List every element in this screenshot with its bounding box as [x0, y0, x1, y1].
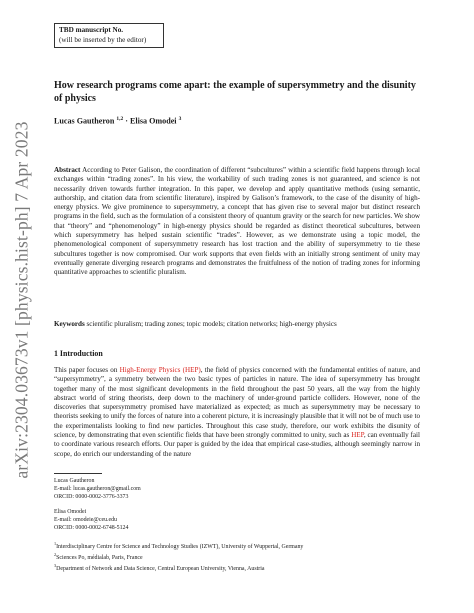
- affiliation-line: [54, 551, 420, 562]
- contact-orcid: ORCID: 0000-0002-6748-5124: [54, 525, 129, 532]
- introduction-paragraph: [54, 366, 420, 459]
- paper-title: How research programs come apart: the example of supersymmetry and the disunity of physics: [54, 80, 416, 104]
- arxiv-sidebar: [2, 100, 42, 500]
- contact-email: E-mail: lucas.gautheron@gmail.com: [54, 486, 141, 493]
- intro-text: , can eventually fail to coordinate various research efforts. Our paper is guided by the idea that empirical case-studies, although seemingly narrow in scope, do enrich our understanding of the nature: [54, 431, 421, 458]
- contact-email: E-mail: omodeie@ceu.edu: [54, 517, 117, 524]
- contact-orcid: ORCID: 0000-0002-3776-3373: [54, 494, 129, 501]
- manuscript-number: TBD manuscript No.: [59, 26, 124, 34]
- arxiv-identifier: arXiv:2304.03673v1 [physics.hist-ph] 7 Apr 2023: [11, 121, 32, 479]
- section-heading: 1 Introduction: [54, 349, 103, 358]
- author2-contact: [54, 508, 420, 532]
- keywords: [54, 320, 420, 329]
- author-separator: ·: [125, 116, 128, 126]
- author-list: [54, 116, 181, 126]
- keywords-label: Keywords: [54, 320, 85, 328]
- author1-contact: [54, 477, 420, 501]
- affiliation-line: [54, 540, 420, 551]
- affiliation-text: Department of Network and Data Science, Central European University, Vienna, Austria: [56, 566, 265, 573]
- affiliation-number: 1: [54, 541, 57, 546]
- manuscript-header-box: [54, 23, 164, 48]
- affiliation-text: Interdisciplinary Centre for Science and Technology Studies (IZWT), University of Wuppertal, Germany: [56, 543, 304, 550]
- intro-text: This paper focuses on: [54, 366, 120, 374]
- acronym-link-hep[interactable]: High-Energy Physics (HEP): [119, 366, 201, 374]
- author-affiliation-mark: 1,2: [116, 116, 124, 122]
- affiliation-line: [54, 562, 420, 573]
- author-name: Elisa Omodei: [130, 116, 177, 126]
- editor-note: (will be inserted by the editor): [59, 35, 147, 44]
- affiliation-text: Sciences Po, médialab, Paris, France: [56, 555, 143, 562]
- footnote-rule: [54, 473, 102, 474]
- author-name: Lucas Gautheron: [54, 116, 115, 126]
- affiliation-number: 2: [54, 552, 57, 558]
- affiliation-number: 3: [54, 563, 57, 569]
- contact-name: Lucas Gautheron: [54, 478, 95, 484]
- author-affiliation-mark: 3: [178, 116, 182, 122]
- abstract-label: Abstract: [54, 166, 81, 174]
- intro-text: , the field of physics concerned with the fundamental entities of nature, and “supersymmetry”, a symmetry between the two basic types of particles in nature. The idea of supersymmetry has brought together many of the most significant developments in the field throughout the past 50 years, all the way from the highly abstract world of string theorists, deep down to the machinery of under-ground particle colliders. However, none of the discoveries that supersymmetry promised have materialized as expected; as much as supersymmetry may be necessary to theorists seeking to unify the forces of nature into a coherent picture, it is increasingly plausible that it will not be of much use to the experimentalists looking to find new particles. Throughout this case study, therefore, our work exhibits the disunity of science, by demonstrating that even scientific fields that have been strongly committed to unity, such as: [54, 366, 421, 440]
- abstract: [54, 166, 420, 278]
- affiliations: [54, 540, 420, 573]
- keywords-text: scientific pluralism; trading zones; topic models; citation networks; high-energy physics: [86, 320, 337, 328]
- acronym-link-hep[interactable]: HEP: [351, 431, 364, 440]
- abstract-text: According to Peter Galison, the coordination of different “subcultures” within a scientific field happens through local exchanges within “trading zones”. In his view, the workability of such trading zones is not guaranteed, and science is not necessarily driven towards further integration. In this paper, we develop and apply quantitative methods (using semantic, authorship, and citation data from scientific literature), inspired by Galison’s framework, to the case of the disunity of high-energy physics. We give prominence to supersymmetry, a concept that has given rise to several major but distinct research programs in the field, such as the formulation of a consistent theory of quantum gravity or the search for new particles. We show that “theory” and “phenomenology” in high-energy physics should be regarded as distinct theoretical subcultures, between which supersymmetry has helped sustain scientific “trades”. However, as we demonstrate using a topic model, the phenomenological component of supersymmetry research has lost traction and the ability of supersymmetry to tie these subcultures together is now compromised. Our work supports that even fields with an initially strong sentiment of unity may eventually generate diverging research programs and demonstrates the fruitfulness of the notion of trading zones for informing quantitative approaches to scientific pluralism.: [54, 166, 420, 277]
- contact-name: Elisa Omodei: [54, 509, 87, 515]
